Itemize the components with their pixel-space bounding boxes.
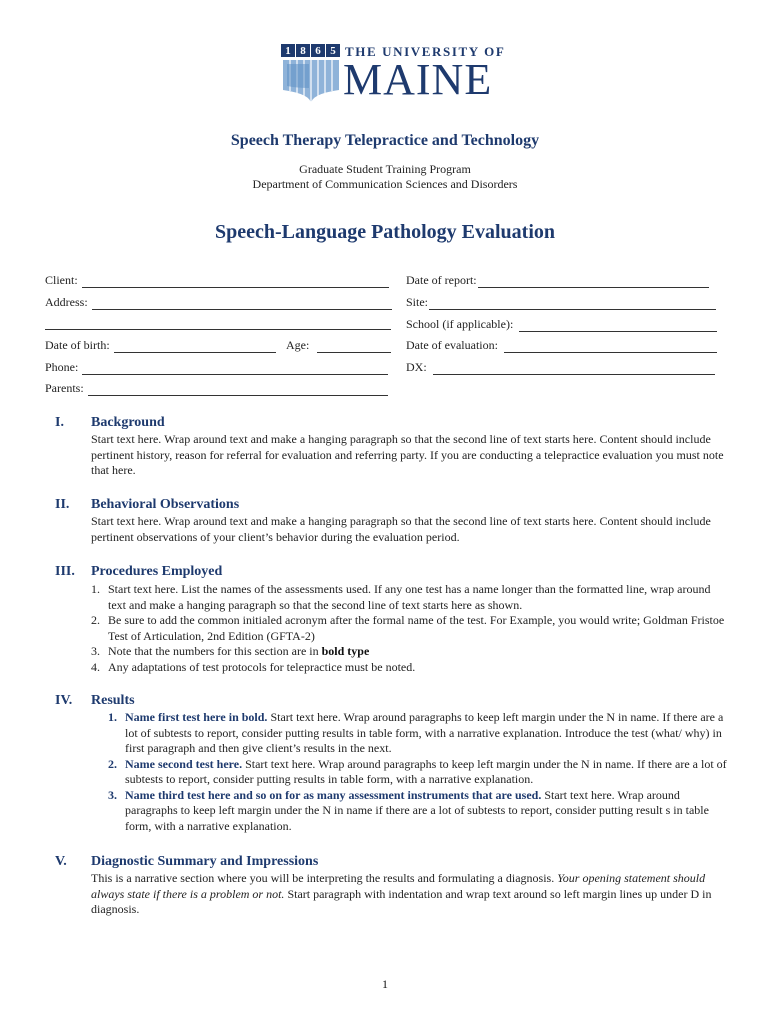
item-number: 1. bbox=[108, 710, 117, 724]
date-of-evaluation-field[interactable] bbox=[406, 338, 717, 353]
page-number: 1 bbox=[382, 977, 388, 991]
age-field[interactable] bbox=[286, 338, 391, 353]
item-text: Start text here. List the names of the assessments used. If any one test has a name longer than the formatted line, wrap around text and make a hanging paragraph so that the second line of text starts here as shown. bbox=[108, 582, 711, 612]
section-heading-procedures: Procedures Employed bbox=[91, 564, 223, 579]
section-number: IV. bbox=[55, 693, 73, 708]
form-title: Speech-Language Pathology Evaluation bbox=[214, 221, 556, 243]
logo-year-digit: 1 bbox=[281, 44, 295, 57]
background-paragraph: Start text here. Wrap around text and make a hanging paragraph so that the second line of text starts here. Content should include pertinent history, reason for referral for evaluation and referring party. If you are conducting a telepractice evaluation you must note that here. bbox=[91, 432, 724, 477]
school-line[interactable] bbox=[519, 320, 717, 332]
parents-field[interactable] bbox=[45, 381, 388, 396]
list-item bbox=[91, 660, 731, 676]
school-field[interactable] bbox=[406, 317, 717, 332]
client-label: Client: bbox=[45, 273, 78, 287]
item-number: 2. bbox=[108, 756, 117, 771]
date-of-evaluation-label: Date of evaluation: bbox=[406, 338, 498, 352]
program-title: Speech Therapy Telepractice and Technology bbox=[230, 132, 540, 149]
dx-label: DX: bbox=[406, 360, 427, 374]
program-subtitle: Graduate Student Training Program bbox=[299, 162, 471, 176]
item-number: 2. bbox=[91, 613, 100, 627]
item-number: 1. bbox=[91, 582, 100, 596]
department-name: Department of Communication Sciences and Disorders bbox=[252, 177, 518, 191]
date-of-evaluation-line[interactable] bbox=[504, 341, 717, 353]
item-number: 4. bbox=[91, 659, 100, 674]
section-heading-diagnostic: Diagnostic Summary and Impressions bbox=[91, 854, 319, 869]
date-of-report-label: Date of report: bbox=[406, 273, 477, 287]
logo-university-of: THE UNIVERSITY OF bbox=[345, 44, 506, 59]
results-list bbox=[108, 710, 728, 834]
item-number: 3. bbox=[108, 787, 117, 802]
item-text: Start text here. Wrap around paragraphs to keep left margin under the N in name if there are a lot of subtests to report, consider putting result s in table form, with a narrative explanation. bbox=[125, 787, 709, 833]
list-item bbox=[108, 788, 728, 835]
list-item bbox=[91, 582, 731, 613]
logo-year-digit: 8 bbox=[296, 44, 310, 57]
item-text: Start text here. Wrap around paragraphs to keep left margin under the N in name. If there are a lot of subtests to report, consider putting results in table form, with a narrative explanation. Introduce the test (what/ why) in first paragraph and then give client’s results in the next. bbox=[125, 710, 724, 755]
logo-year-digit: 6 bbox=[311, 44, 325, 57]
section-number: I. bbox=[55, 415, 64, 430]
diagnostic-text: This is a narrative section where you will be interpreting the results and formulating a diagnosis. bbox=[91, 871, 555, 885]
phone-line[interactable] bbox=[82, 363, 388, 375]
section-heading-behavioral: Behavioral Observations bbox=[91, 497, 240, 512]
date-of-birth-label: Date of birth: bbox=[45, 338, 110, 352]
test-name: Name first test here in bold. bbox=[125, 710, 268, 724]
section-number: III. bbox=[55, 564, 75, 579]
list-item bbox=[91, 644, 731, 660]
diagnostic-paragraph bbox=[91, 871, 731, 918]
dx-line[interactable] bbox=[433, 363, 715, 375]
address-field[interactable] bbox=[45, 295, 392, 310]
phone-label: Phone: bbox=[45, 360, 79, 374]
section-heading-background: Background bbox=[91, 415, 165, 430]
procedures-list bbox=[91, 582, 731, 675]
date-of-birth-field[interactable] bbox=[45, 338, 276, 353]
test-name: Name third test here and so on for as many assessment instruments that are used. bbox=[125, 787, 542, 802]
diagnostic-italic-text: Your opening statement should always state if there is a problem or not. bbox=[91, 871, 706, 901]
dx-field[interactable] bbox=[406, 360, 715, 375]
item-text: Any adaptations of test protocols for telepractice must be noted. bbox=[108, 659, 416, 674]
list-item bbox=[108, 710, 728, 757]
site-label: Site: bbox=[406, 295, 429, 309]
section-heading-results: Results bbox=[91, 693, 135, 708]
date-of-report-field[interactable] bbox=[406, 273, 709, 288]
section-number: V. bbox=[55, 854, 67, 869]
client-field[interactable] bbox=[45, 273, 389, 288]
phone-field[interactable] bbox=[45, 360, 388, 375]
logo-maine: MAINE bbox=[343, 55, 493, 104]
site-field[interactable] bbox=[406, 295, 716, 310]
parents-line[interactable] bbox=[88, 384, 388, 396]
university-logo bbox=[281, 44, 506, 104]
list-item bbox=[108, 757, 728, 788]
item-text: Be sure to add the common initialed acronym after the formal name of the test. For Example, you would write; Goldman Fristoe Test of Articulation, 2nd Edition (GFTA-2) bbox=[108, 613, 725, 643]
school-label: School (if applicable): bbox=[406, 317, 514, 331]
age-label: Age: bbox=[286, 338, 310, 352]
address-line-2[interactable] bbox=[45, 328, 391, 330]
date-of-birth-line[interactable] bbox=[114, 341, 276, 353]
test-name: Name second test here. bbox=[125, 756, 243, 771]
site-line[interactable] bbox=[429, 298, 716, 310]
logo-year-digit: 5 bbox=[326, 44, 340, 57]
address-line[interactable] bbox=[92, 298, 392, 310]
pine-shield-icon bbox=[283, 60, 339, 104]
age-line[interactable] bbox=[317, 341, 391, 353]
address-label: Address: bbox=[45, 295, 88, 309]
diagnostic-text: Start paragraph with indentation and wrap text around so left margin lines up under D in diagnosis. bbox=[91, 886, 712, 916]
section-number: II. bbox=[55, 497, 70, 512]
date-of-report-line[interactable] bbox=[478, 276, 709, 288]
item-text: Note that the numbers for this section are in bbox=[108, 644, 319, 658]
list-item bbox=[91, 613, 731, 644]
item-bold-text: bold type bbox=[321, 644, 370, 658]
behavioral-paragraph: Start text here. Wrap around text and make a hanging paragraph so that the second line of text starts here. Content should include pertinent observations of your client’s behavior during the evaluation period. bbox=[91, 514, 711, 544]
item-number: 3. bbox=[91, 644, 100, 658]
logo-year bbox=[281, 44, 341, 57]
item-text: Start text here. Wrap around paragraphs to keep left margin under the N in name. If there are a lot of subtests to report, consider putting results in table form, with a narrative explanation. bbox=[125, 756, 727, 786]
client-line[interactable] bbox=[82, 276, 389, 288]
parents-label: Parents: bbox=[45, 381, 84, 395]
